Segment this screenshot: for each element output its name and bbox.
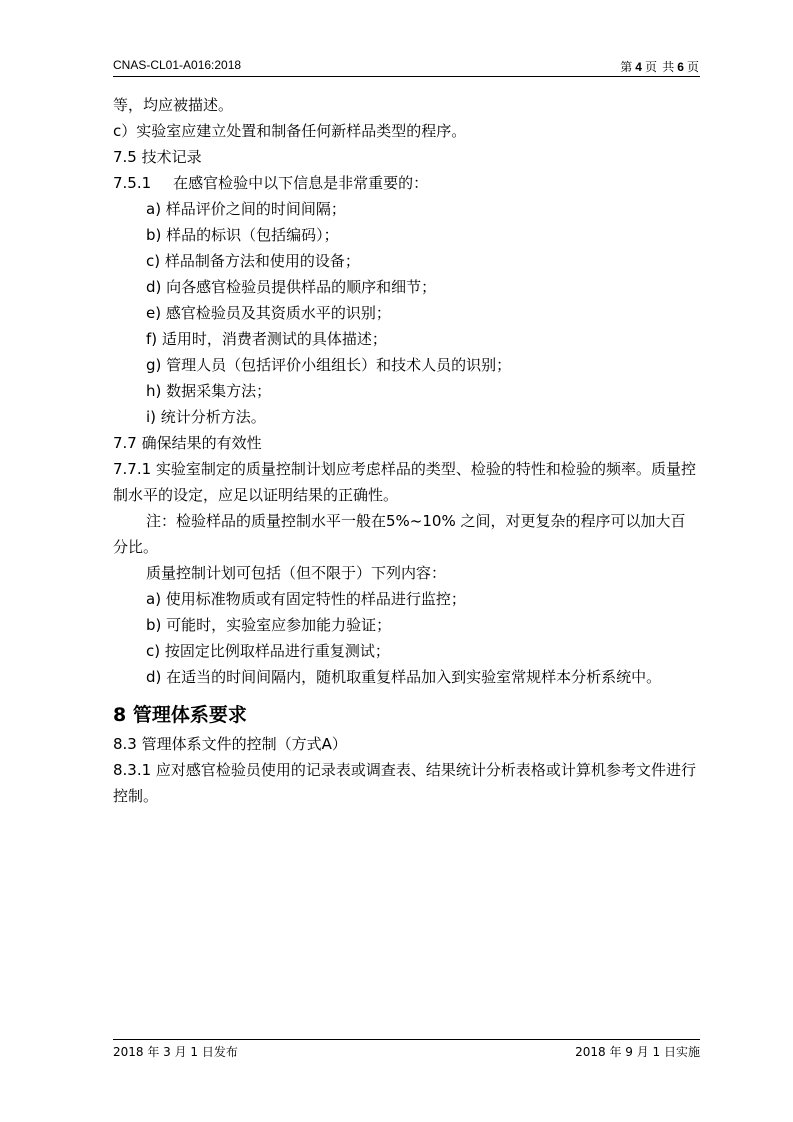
list-item: i) 统计分析方法。	[146, 408, 266, 426]
plan-intro: 质量控制计划可包括（但不限于）下列内容：	[146, 564, 447, 582]
publish-date: 2018 年 3 月 1 日发布	[113, 1045, 238, 1059]
effective-date: 2018 年 9 月 1 日实施	[575, 1045, 700, 1059]
total-pages: 6	[677, 60, 685, 74]
note-paragraph: 注：检验样品的质量控制水平一般在5%~10% 之间，对更复杂的程序可以加大百分比。	[113, 512, 686, 556]
list-item: a) 使用标准物质或有固定特性的样品进行监控；	[146, 590, 466, 608]
paragraph-item-c: c）实验室应建立处置和制备任何新样品类型的程序。	[113, 122, 467, 140]
list-item: f) 适用时，消费者测试的具体描述；	[146, 330, 387, 348]
section-8-3-1: 8.3.1 应对感官检验员使用的记录表或调查表、结果统计分析表格或计算机参考文件进行控制。	[113, 761, 696, 805]
section-7-5-heading: 7.5 技术记录	[113, 148, 202, 166]
list-item: h) 数据采集方法；	[146, 382, 272, 400]
section-7-7-1: 7.7.1 实验室制定的质量控制计划应考虑样品的类型、检验的特性和检验的频率。质量控制水平的设定，应足以证明结果的正确性。	[113, 460, 696, 504]
list-item: d) 在适当的时间间隔内，随机取重复样品加入到实验室常规样本分析系统中。	[146, 668, 662, 686]
page-footer	[113, 1039, 700, 1059]
page-header	[113, 56, 700, 77]
list-item: a) 样品评价之间的时间间隔；	[146, 200, 346, 218]
document-code: CNAS-CL01-A016:2018	[113, 58, 242, 72]
list-item: e) 感官检验员及其资质水平的识别；	[146, 304, 391, 322]
paragraph-continuation: 等，均应被描述。	[113, 96, 234, 114]
list-item: b) 样品的标识（包括编码）；	[146, 226, 339, 244]
current-page: 4	[635, 60, 643, 74]
section-8-3-heading: 8.3 管理体系文件的控制（方式A）	[113, 735, 347, 753]
list-item: d) 向各感官检验员提供样品的顺序和细节；	[146, 278, 437, 296]
list-item: c) 按固定比例取样品进行重复测试；	[146, 642, 390, 660]
chapter-8-heading: 8 管理体系要求	[113, 704, 247, 726]
document-body	[113, 92, 700, 809]
section-7-5-1: 7.5.1 在感官检验中以下信息是非常重要的：	[113, 174, 429, 192]
list-item: c) 样品制备方法和使用的设备；	[146, 252, 360, 270]
section-7-7-heading: 7.7 确保结果的有效性	[113, 434, 262, 452]
list-item: b) 可能时，实验室应参加能力验证；	[146, 616, 392, 634]
list-item: g) 管理人员（包括评价小组组长）和技术人员的识别；	[146, 356, 512, 374]
page-number: 第 4 页 共 6 页	[620, 60, 700, 74]
section-number: 7.5.1	[113, 174, 152, 192]
